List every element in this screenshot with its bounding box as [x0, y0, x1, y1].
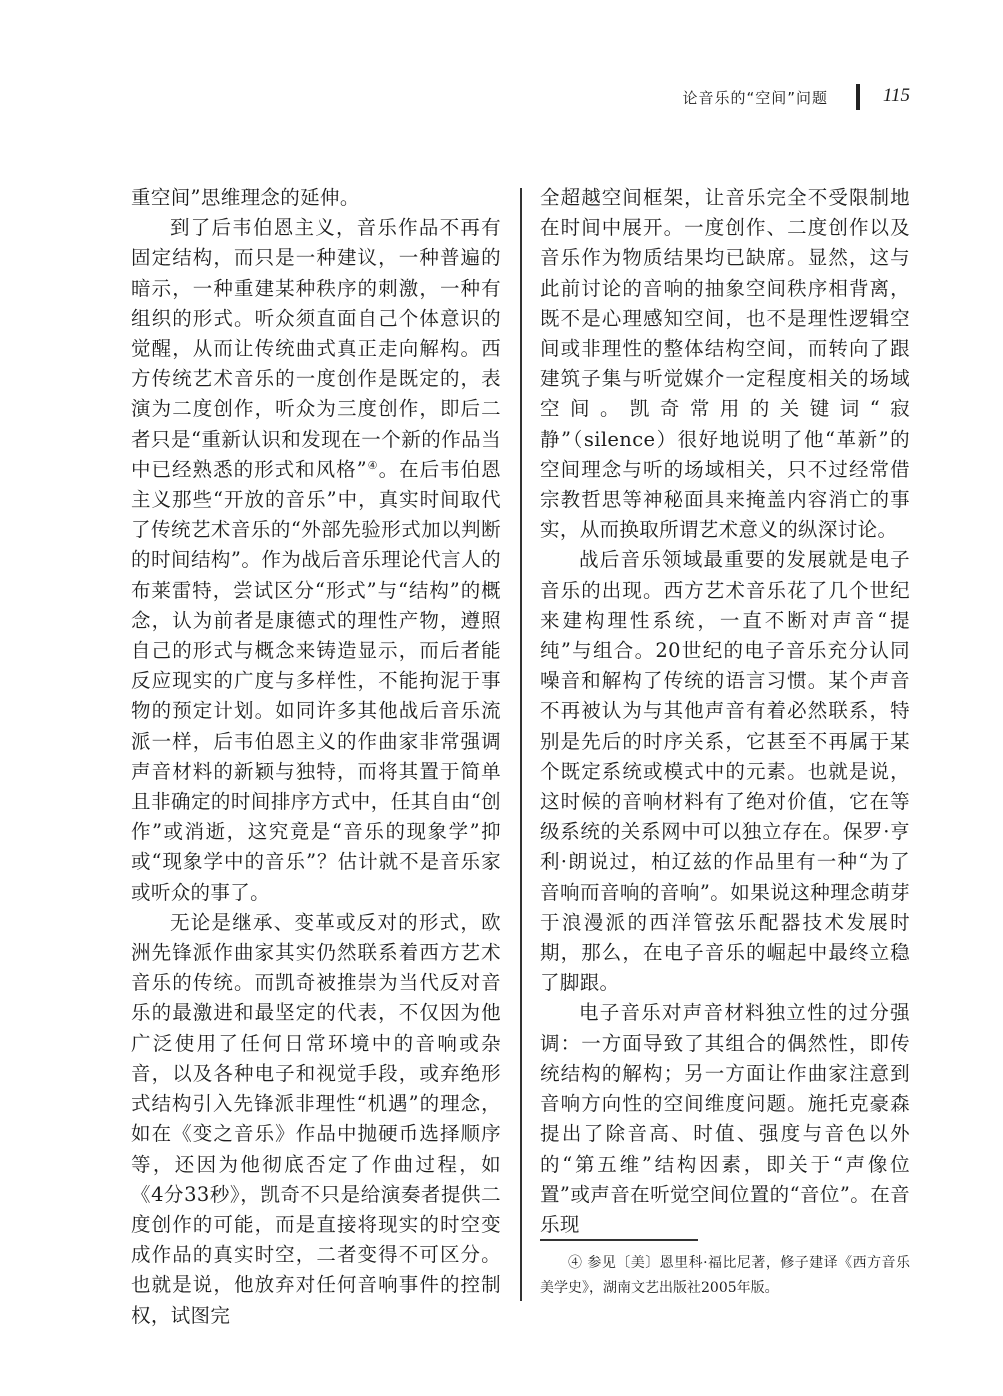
header-divider-bar: [856, 84, 860, 110]
left-column: [131, 183, 501, 1331]
left-paragraph-2-part-b: 。在后韦伯恩主义那些“开放的音乐”中，真实时间取代了传统艺术音乐的“外部先验形式加以判断的时间结构”。作为战后音乐理论代言人的布莱雷特，尝试区分“形式”与“结构”的概念，认为前者是康德式的理性产物，遵照自己的形式与概念来铸造显示，而后者能反应现实的广度与多样性，不能拘泥于事物的预定计划。如同许多其他战后音乐流派一样，后韦伯恩主义的作曲家非常强调声音材料的新颖与独特，而将其置于简单且非确定的时间排序方式中，任其自由“创作”或消逝，这究竟是“音乐的现象学”抑或“现象学中的音乐”？估计就不是音乐家或听众的事了。: [131, 457, 501, 904]
column-divider: [520, 188, 522, 1301]
footnote-text: ④ 参见〔美〕恩里科·福比尼著，修子建译《西方音乐美学史》，湖南文艺出版社2005年版。: [540, 1255, 910, 1296]
left-paragraph-1: 重空间”思维理念的延伸。: [131, 186, 360, 209]
right-paragraph-3: 电子音乐对声音材料独立性的过分强调：一方面导致了其组合的偶然性，即传统结构的解构；另一方面让作曲家注意到音响方向性的空间维度问题。施托克豪森提出了除音高、时值、强度与音色以外的“第五维”结构因素，即关于“声像位置”或声音在听觉空间位置的“音位”。在音乐现: [540, 1001, 910, 1236]
footnote: [540, 1251, 910, 1301]
running-header: [600, 84, 910, 114]
left-paragraph-2-part-a: 到了后韦伯恩主义，音乐作品不再有固定结构，而只是一种建议，一种普遍的暗示，一种重建某种秩序的刺激，一种有组织的形式。听众须直面自己个体意识的觉醒，从而让传统曲式真正走向解构。西方传统艺术音乐的一度创作是既定的，表演为二度创作，听众为三度创作，即后二者只是“重新认识和发现在一个新的作品当中已经熟悉的形式和风格”: [131, 216, 501, 481]
right-paragraph-1: 全超越空间框架，让音乐完全不受限制地在时间中展开。一度创作、二度创作以及音乐作为物质结果均已缺席。显然，这与此前讨论的音响的抽象空间秩序相背离，既不是心理感知空间，也不是理性逻辑空间或非理性的整体结构空间，而转向了跟建筑子集与听觉媒介一定程度相关的场域空间。凯奇常用的关键词“寂静”（silence）很好地说明了他“革新”的空间理念与听的场域相关，只不过经常借宗教哲思等神秘面具来掩盖内容消亡的事实，从而换取所谓艺术意义的纵深讨论。: [540, 186, 910, 542]
left-paragraph-2: [131, 213, 501, 908]
footnote-rule: [540, 1239, 698, 1241]
left-paragraph-3: 无论是继承、变革或反对的形式，欧洲先锋派作曲家其实仍然联系着西方艺术音乐的传统。而凯奇被推崇为当代反对音乐的最激进和最坚定的代表，不仅因为他广泛使用了任何日常环境中的音响或杂音，以及各种电子和视觉手段，或弃绝形式结构引入先锋派非理性“机遇”的理念，如在《变之音乐》作品中抛硬币选择顺序等，还因为他彻底否定了作曲过程，如《4分33秒》，凯奇不只是给演奏者提供二度创作的可能，而是直接将现实的时空变成作品的真实时空，二者变得不可区分。也就是说，他放弃对任何音响事件的控制权，试图完: [131, 910, 501, 1327]
page-number: 115: [882, 85, 910, 106]
footnote-reference[interactable]: ④: [367, 458, 379, 472]
right-paragraph-2: 战后音乐领域最重要的发展就是电子音乐的出现。西方艺术音乐花了几个世纪来建构理性系统，一直不断对声音“提纯”与组合。20世纪的电子音乐充分认同噪音和解构了传统的语言习惯。某个声音不再被认为与其他声音有着必然联系，特别是先后的时序关系，它甚至不再属于某个既定系统或模式中的元素。也就是说，这时候的音响材料有了绝对价值，它在等级系统的关系网中可以独立存在。保罗·亨利·朗说过，柏辽兹的作品里有一种“为了音响而音响的音响”。如果说这种理念萌芽于浪漫派的西洋管弦乐配器技术发展时期，那么，在电子音乐的崛起中最终立稳了脚跟。: [540, 548, 910, 995]
right-column: [540, 183, 910, 1240]
running-title: 论音乐的“空间”问题: [682, 89, 828, 107]
